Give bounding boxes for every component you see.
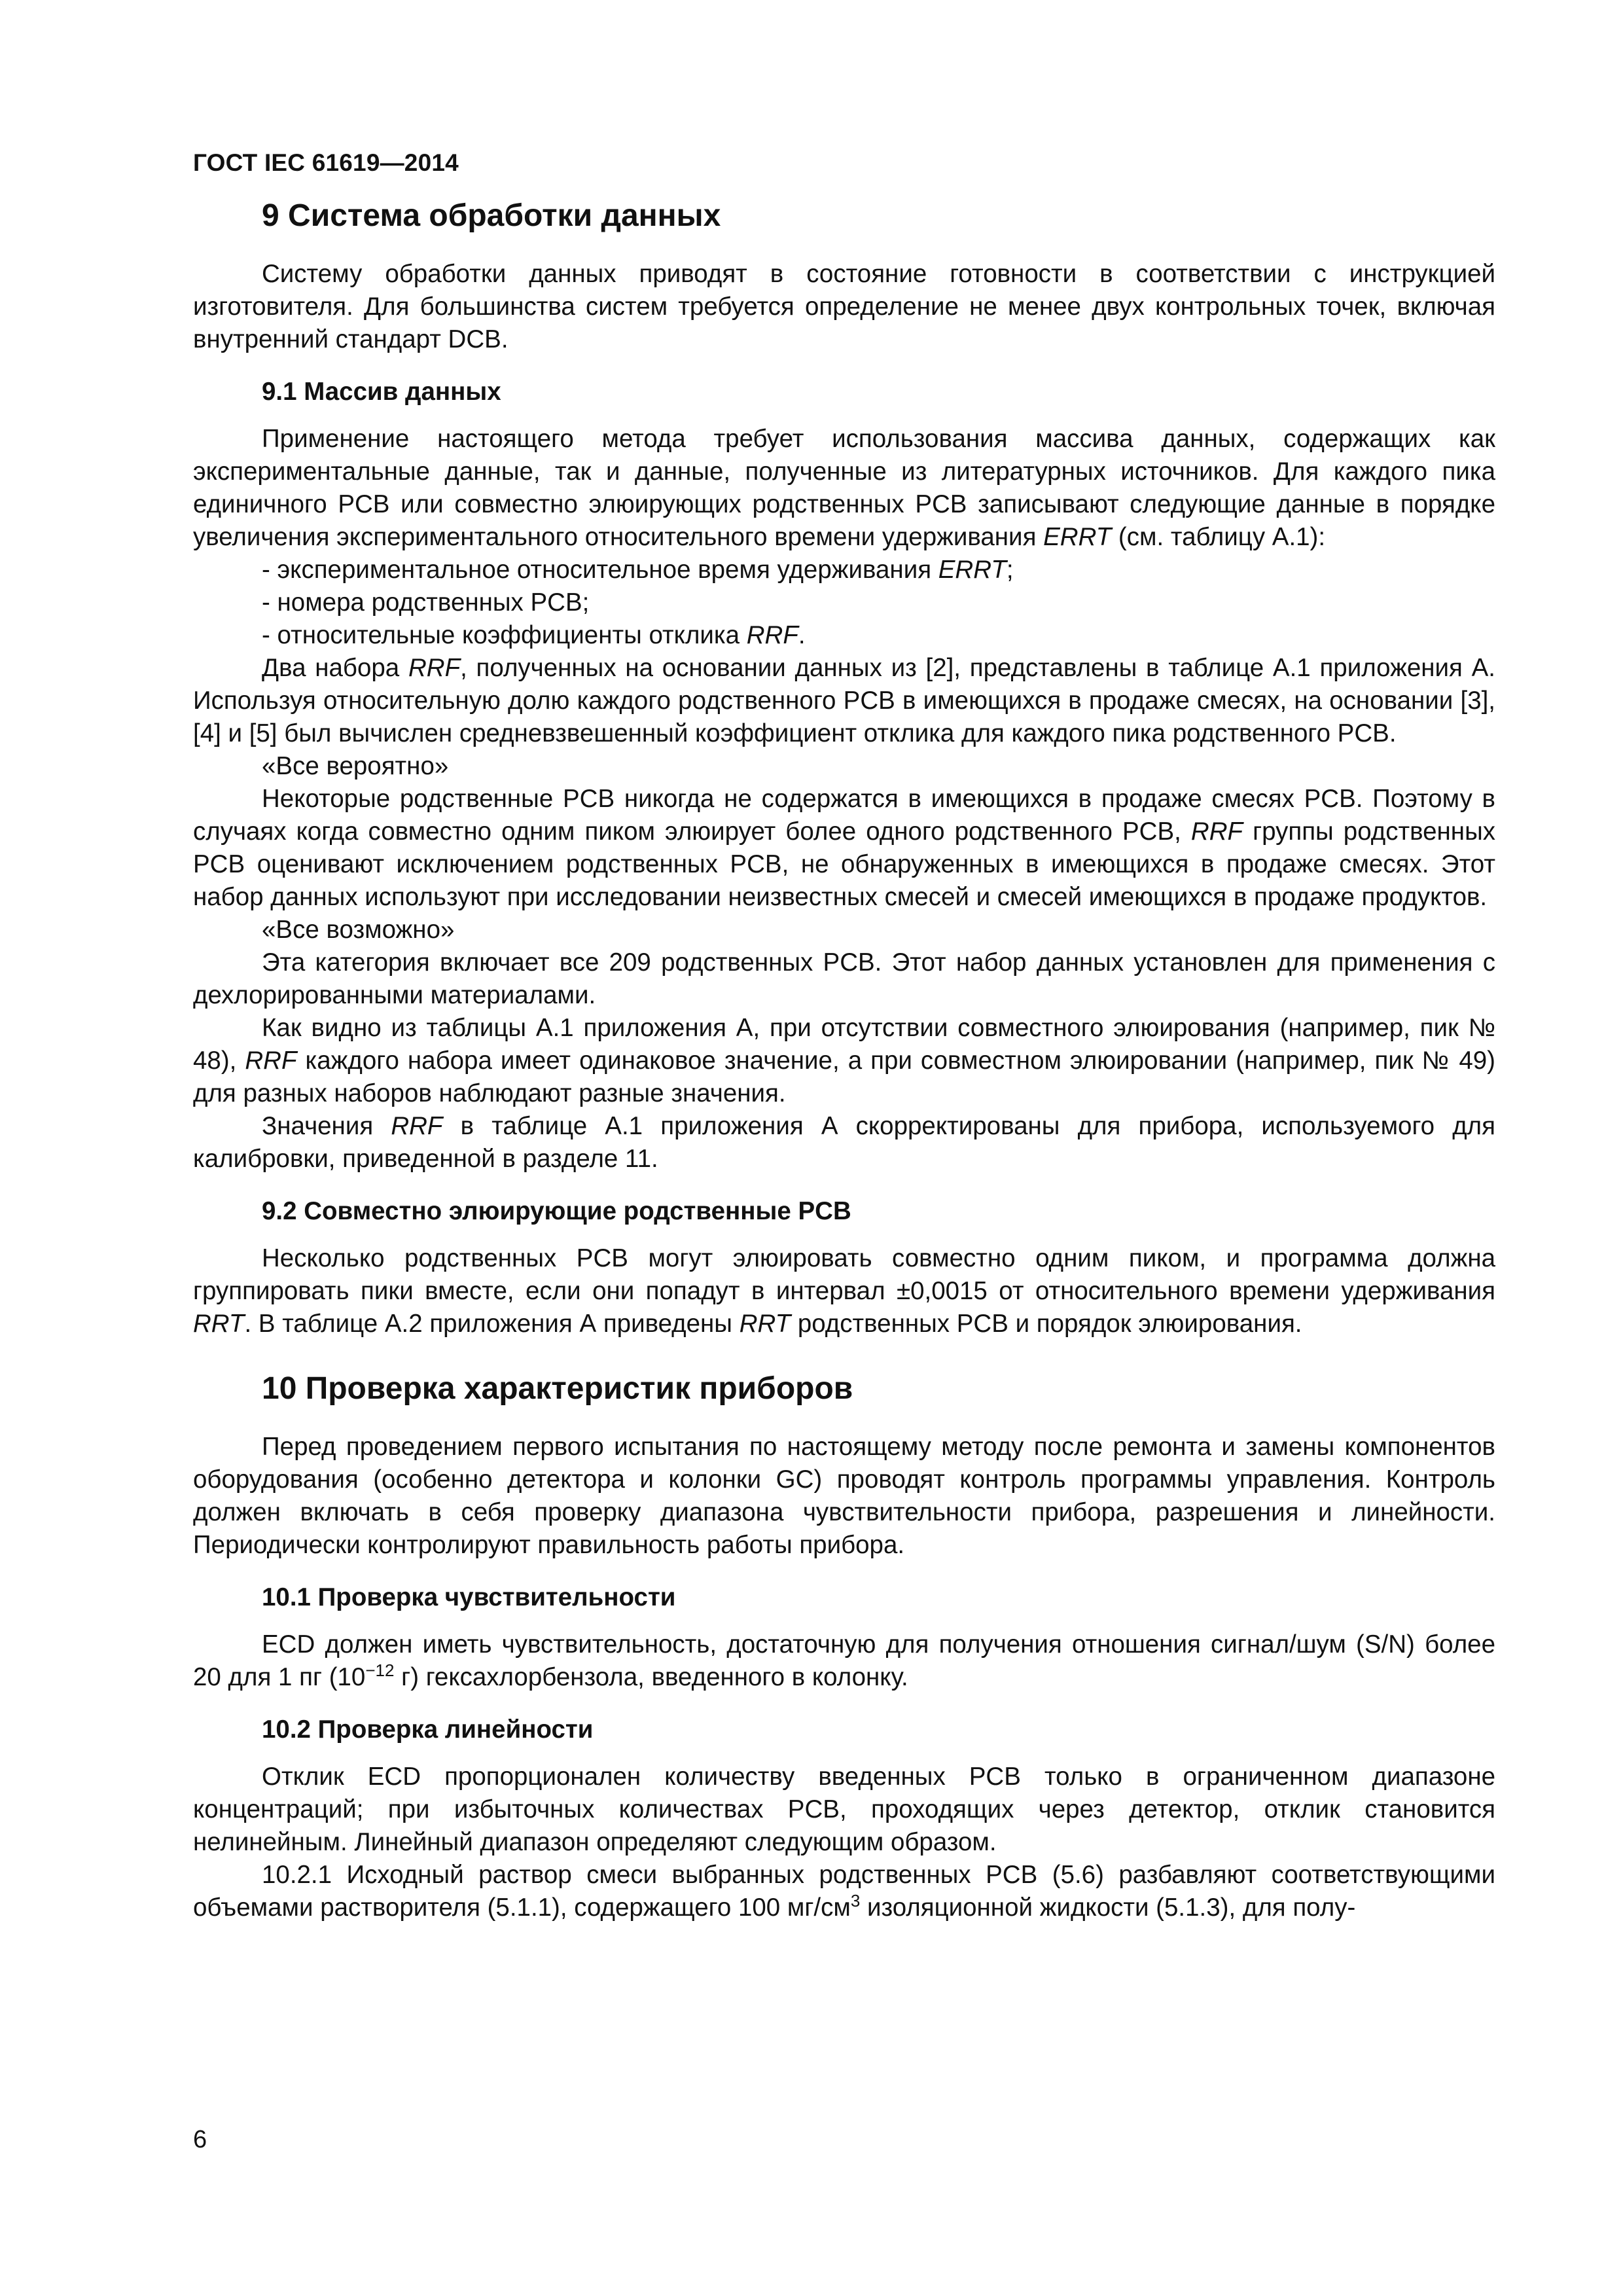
- list-item: - относительные коэффициенты отклика RRF.: [262, 621, 806, 649]
- section-9-2-paragraph: Несколько родственных PCB могут элюировать совместно одним пиком, и программа должна группировать пики вместе, если они попадут в интервал ±0,0015 от относительного времени удерживания RRT. В таблице А.2 приложения А приведены RRT родственных PCB и порядок элюирования.: [193, 1244, 1495, 1338]
- section-10-2-1-paragraph: 10.2.1 Исходный раствор смеси выбранных родственных PCB (5.6) разбавляют соответствующими объемами растворителя (5.1.1), содержащего 100 $мг/см^3$ изоляционной жидкости (5.1.3), для полу-: [193, 1861, 1495, 1922]
- document-header: ГОСТ IEC 61619—2014: [193, 149, 459, 176]
- section-10-2-title: 10.2 Проверка линейности: [262, 1715, 594, 1744]
- section-9-1-title: 9.1 Массив данных: [262, 378, 501, 406]
- section-9-1-paragraph: Эта категория включает все 209 родственных PCB. Этот набор данных установлен для применения с дехлорированными материалами.: [193, 948, 1495, 1009]
- section-9-1-paragraph: Некоторые родственные PCB никогда не содержатся в имеющихся в продаже смесях PCB. Поэтому в случаях когда совместно одним пиком элюирует более одного родственного PCB, RRF группы родственных PCB оценивают исключением родственных PCB, не обнаруженных в имеющихся в продаже смесях. Этот набор данных используют при исследовании неизвестных смесей и смесей имеющихся в продаже продуктов.: [193, 785, 1495, 911]
- section-10-1-title: 10.1 Проверка чувствительности: [262, 1583, 676, 1611]
- list-item: - экспериментальное относительное время удерживания ERRT;: [262, 556, 1014, 584]
- page-number: 6: [193, 2126, 207, 2153]
- list-item: - номера родственных PCB;: [262, 588, 590, 617]
- dataset-label: «Все вероятно»: [262, 752, 449, 780]
- page-content: [193, 196, 1495, 1924]
- section-10-title: 10 Проверка характеристик приборов: [262, 1371, 853, 1406]
- section-10-paragraph: Перед проведением первого испытания по настоящему методу после ремонта и замены компонентов оборудования (особенно детектора и колонки GC) проводят контроль программы управления. Контроль должен включать в себя проверку диапазона чувствительности прибора, разрешения и линейности. Периодически контролируют правильность работы прибора.: [193, 1433, 1495, 1559]
- dataset-label: «Все возможно»: [262, 916, 455, 944]
- section-9-1-paragraph: Применение настоящего метода требует использования массива данных, содержащих как экспериментальные данные, так и данные, полученные из литературных источников. Для каждого пика единичного PCB или совместно элюирующих родственных PCB записывают следующие данные в порядке увеличения экспериментального относительного времени удерживания ERRT (см. таблицу А.1):: [193, 425, 1495, 551]
- section-9-title: 9 Система обработки данных: [262, 198, 721, 233]
- section-9-1-paragraph: Значения RRF в таблице А.1 приложения А скорректированы для прибора, используемого для калибровки, приведенной в разделе 11.: [193, 1112, 1495, 1173]
- section-9-1-paragraph: Два набора RRF, полученных на основании данных из [2], представлены в таблице А.1 приложения А. Используя относительную долю каждого родственного PCB в имеющихся в продаже смесях, на основании [3], [4] и [5] был вычислен средневзвешенный коэффициент отклика для каждого пика родственного PCB.: [193, 654, 1495, 747]
- section-9-paragraph: Систему обработки данных приводят в состояние готовности в соответствии с инструкцией изготовителя. Для большинства систем требуется определение не менее двух контрольных точек, включая внутренний стандарт DCB.: [193, 260, 1495, 353]
- section-9-2-title: 9.2 Совместно элюирующие родственные PCB: [262, 1197, 851, 1225]
- section-10-1-paragraph: ECD должен иметь чувствительность, достаточную для получения отношения сигнал/шум (S/N) более 20 для 1 пг ($10^{-12}$ г) гексахлорбензола, введенного в колонку.: [193, 1630, 1495, 1691]
- section-10-2-paragraph: Отклик ECD пропорционален количеству введенных PCB только в ограниченном диапазоне концентраций; при избыточных количествах PCB, проходящих через детектор, отклик становится нелинейным. Линейный диапазон определяют следующим образом.: [193, 1763, 1495, 1856]
- section-9-1-paragraph: Как видно из таблицы А.1 приложения А, при отсутствии совместного элюирования (например, пик № 48), RRF каждого набора имеет одинаковое значение, а при совместном элюировании (например, пик № 49) для разных наборов наблюдают разные значения.: [193, 1014, 1495, 1107]
